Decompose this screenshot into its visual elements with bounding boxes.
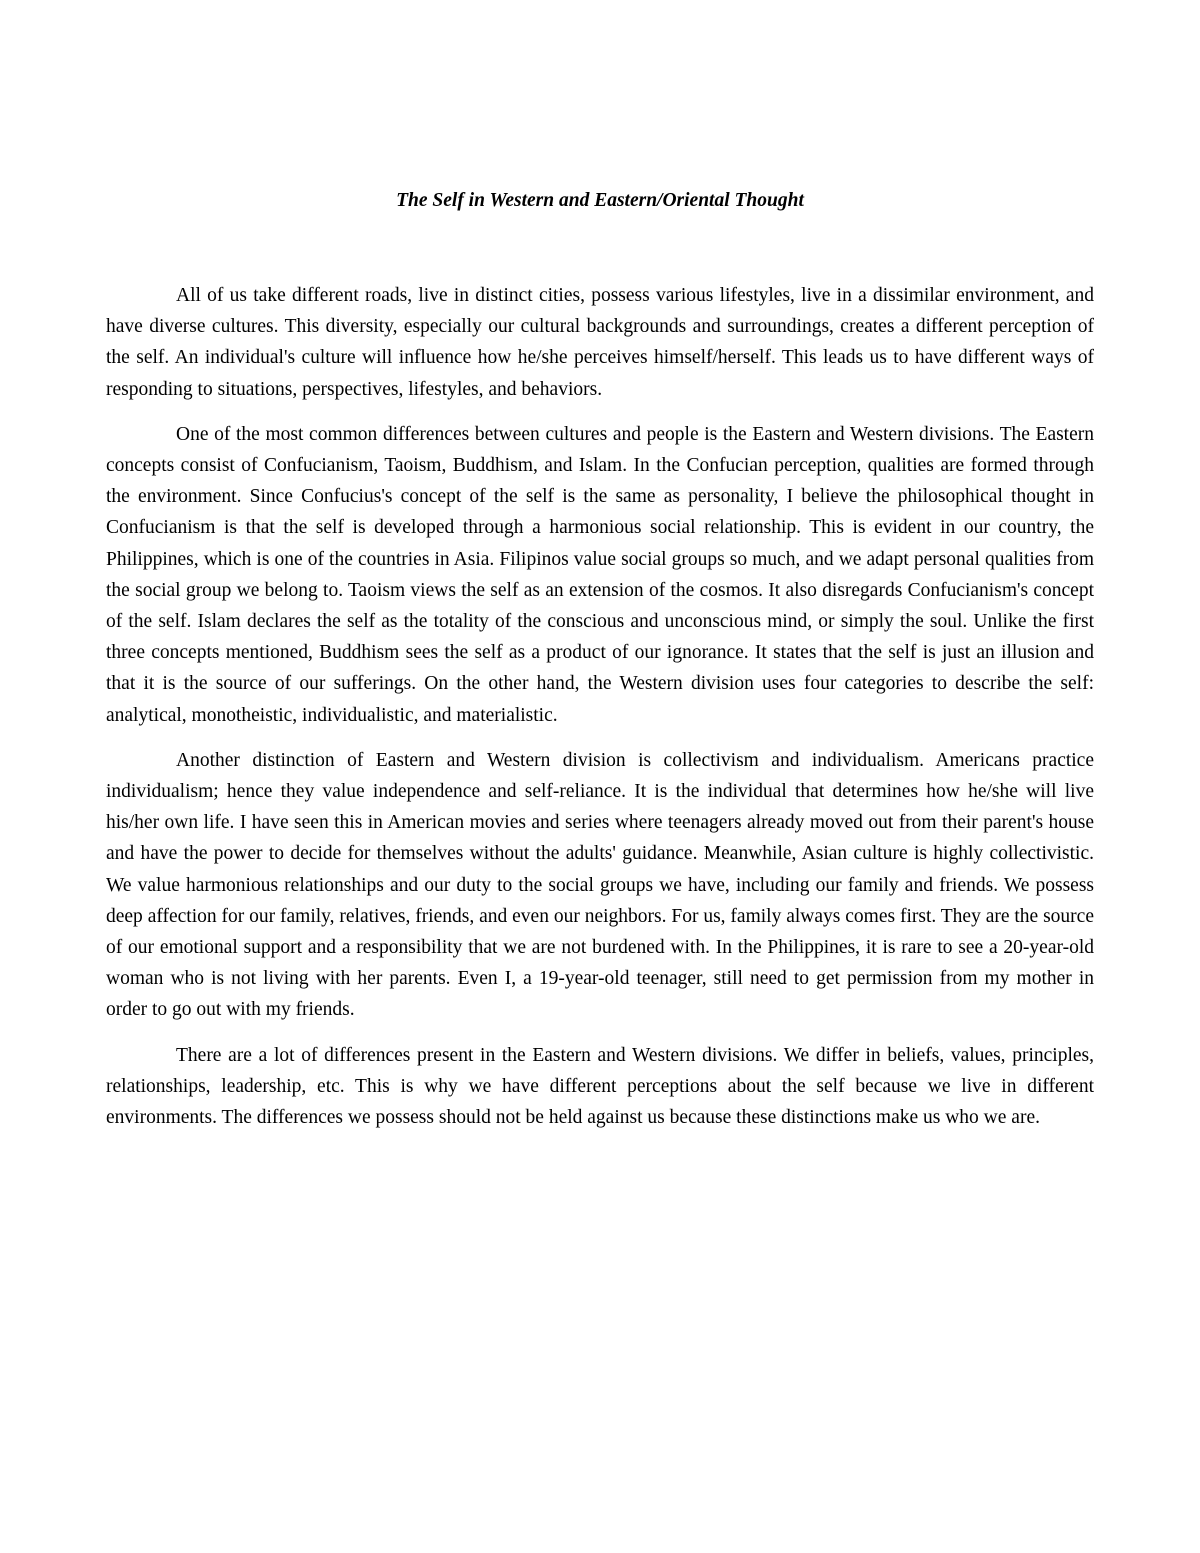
- paragraph-1: All of us take different roads, live in distinct cities, possess various lifestyles, live in a dissimilar environment, and have diverse cultures. This diversity, especially our cultural backgrounds and surroundings, creates a different perception of the self. An individual's culture will influence how he/she perceives himself/herself. This leads us to have different ways of responding to situations, perspectives, lifestyles, and behaviors.: [106, 285, 1094, 400]
- paragraph-3: Another distinction of Eastern and Western division is collectivism and individualism. Americans practice individualism; hence they value independence and self-reliance. It is the individual that determines how he/she will live his/her own life. I have seen this in American movies and series where teenagers already moved out from their parent's house and have the power to decide for themselves without the adults' guidance. Meanwhile, Asian culture is highly collectivistic. We value harmonious relationships and our duty to the social groups we have, including our family and friends. We possess deep affection for our family, relatives, friends, and even our neighbors. For us, family always comes first. They are the source of our emotional support and a responsibility that we are not burdened with. In the Philippines, it is rare to see a 20-year-old woman who is not living with her parents. Even I, a 19-year-old teenager, still need to get permission from my mother in order to go out with my friends.: [106, 749, 1094, 1021]
- document-page: [106, 185, 1094, 1147]
- document-title: The Self in Western and Eastern/Oriental Thought: [396, 190, 804, 211]
- paragraph-4: There are a lot of differences present in the Eastern and Western divisions. We differ in beliefs, values, principles, relationships, leadership, etc. This is why we have different perceptions about the self because we live in different environments. The differences we possess should not be held against us because these distinctions make us who we are.: [106, 1044, 1094, 1129]
- paragraph-2: One of the most common differences between cultures and people is the Eastern and Western divisions. The Eastern concepts consist of Confucianism, Taoism, Buddhism, and Islam. In the Confucian perception, qualities are formed through the environment. Since Confucius's concept of the self is the same as personality, I believe the philosophical thought in Confucianism is that the self is developed through a harmonious social relationship. This is evident in our country, the Philippines, which is one of the countries in Asia. Filipinos value social groups so much, and we adapt personal qualities from the social group we belong to. Taoism views the self as an extension of the cosmos. It also disregards Confucianism's concept of the self. Islam declares the self as the totality of the conscious and unconscious mind, or simply the soul. Unlike the first three concepts mentioned, Buddhism sees the self as a product of our ignorance. It states that the self is just an illusion and that it is the source of our sufferings. On the other hand, the Western division uses four categories to describe the self: analytical, monotheistic, individualistic, and materialistic.: [106, 423, 1094, 726]
